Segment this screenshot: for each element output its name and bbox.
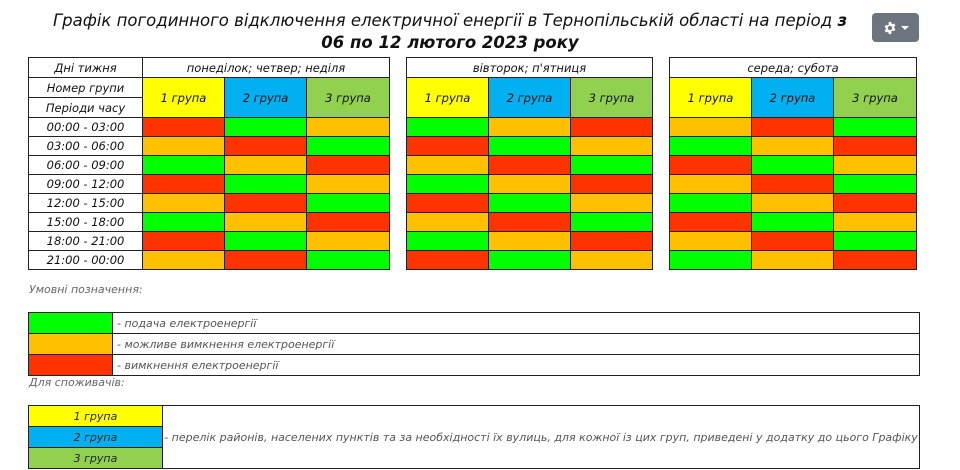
schedule-cell bbox=[489, 232, 571, 251]
group-header: 3 група bbox=[571, 78, 653, 118]
consumers-caption: Для споживачів: bbox=[29, 376, 125, 389]
schedule-cell bbox=[752, 137, 834, 156]
legend-text: - вимкнення електроенергії bbox=[113, 355, 920, 376]
schedule-cell bbox=[571, 194, 653, 213]
day-group-header: понеділок; четвер; неділя bbox=[143, 58, 390, 78]
schedule-cell bbox=[143, 175, 225, 194]
time-period-label: Періоди часу bbox=[29, 98, 143, 118]
legend-swatch bbox=[29, 313, 113, 334]
consumer-group: 3 група bbox=[29, 448, 163, 469]
schedule-cell bbox=[670, 175, 752, 194]
schedule-cell bbox=[143, 232, 225, 251]
time-period: 03:00 - 06:00 bbox=[29, 137, 143, 156]
schedule-cell bbox=[752, 251, 834, 270]
schedule-cell bbox=[307, 118, 390, 137]
schedule-cell bbox=[143, 213, 225, 232]
schedule-cell bbox=[571, 175, 653, 194]
schedule-cell bbox=[670, 156, 752, 175]
schedule-cell bbox=[307, 175, 390, 194]
schedule-cell bbox=[752, 175, 834, 194]
schedule-cell bbox=[407, 175, 489, 194]
schedule-cell bbox=[225, 251, 307, 270]
schedule-cell bbox=[670, 232, 752, 251]
schedule-cell bbox=[143, 194, 225, 213]
schedule-cell bbox=[571, 213, 653, 232]
schedule-cell bbox=[670, 251, 752, 270]
schedule-cell bbox=[307, 232, 390, 251]
schedule-cell bbox=[307, 194, 390, 213]
schedule-cell bbox=[571, 137, 653, 156]
schedule-cell bbox=[225, 175, 307, 194]
schedule-cell bbox=[571, 232, 653, 251]
schedule-cell bbox=[489, 213, 571, 232]
legend-table bbox=[28, 312, 920, 376]
schedule-cell bbox=[143, 156, 225, 175]
group-number-label: Номер групи bbox=[29, 78, 143, 98]
settings-dropdown-button[interactable] bbox=[872, 13, 919, 42]
time-period: 09:00 - 12:00 bbox=[29, 175, 143, 194]
schedule-cell bbox=[407, 213, 489, 232]
schedule-cell bbox=[407, 194, 489, 213]
time-period: 21:00 - 00:00 bbox=[29, 251, 143, 270]
group-header: 3 група bbox=[307, 78, 390, 118]
time-period: 06:00 - 09:00 bbox=[29, 156, 143, 175]
schedule-cell bbox=[407, 156, 489, 175]
schedule-table bbox=[28, 57, 917, 270]
schedule-cell bbox=[834, 251, 917, 270]
page-title bbox=[40, 10, 860, 54]
schedule-cell bbox=[489, 156, 571, 175]
groups-table bbox=[28, 405, 920, 469]
schedule-cell bbox=[489, 137, 571, 156]
schedule-cell bbox=[225, 232, 307, 251]
legend-text: - подача електроенергії bbox=[113, 313, 920, 334]
schedule-cell bbox=[307, 213, 390, 232]
group-header: 1 група bbox=[143, 78, 225, 118]
time-period: 15:00 - 18:00 bbox=[29, 213, 143, 232]
schedule-cell bbox=[571, 156, 653, 175]
schedule-cell bbox=[571, 118, 653, 137]
schedule-cell bbox=[752, 118, 834, 137]
legend-row bbox=[29, 334, 920, 355]
column-gap bbox=[390, 58, 407, 270]
schedule-cell bbox=[307, 156, 390, 175]
schedule-cell bbox=[670, 137, 752, 156]
title-text: Графік погодинного відключення електричної енергії в Тернопільській області на період bbox=[52, 11, 838, 30]
legend-swatch bbox=[29, 355, 113, 376]
group-header: 3 група bbox=[834, 78, 917, 118]
schedule-cell bbox=[670, 194, 752, 213]
days-label: Дні тижня bbox=[29, 58, 143, 78]
time-period: 00:00 - 03:00 bbox=[29, 118, 143, 137]
schedule-cell bbox=[225, 118, 307, 137]
legend-caption: Умовні позначення: bbox=[29, 283, 143, 296]
legend-text: - можливе вимкнення електроенергії bbox=[113, 334, 920, 355]
schedule-cell bbox=[307, 137, 390, 156]
schedule-cell bbox=[143, 137, 225, 156]
schedule-cell bbox=[407, 137, 489, 156]
column-gap bbox=[653, 58, 670, 270]
time-period: 18:00 - 21:00 bbox=[29, 232, 143, 251]
schedule-cell bbox=[489, 118, 571, 137]
schedule-cell bbox=[225, 194, 307, 213]
schedule-cell bbox=[143, 118, 225, 137]
schedule-cell bbox=[670, 213, 752, 232]
schedule-cell bbox=[489, 175, 571, 194]
schedule-cell bbox=[752, 194, 834, 213]
schedule-cell bbox=[834, 118, 917, 137]
group-header: 1 група bbox=[670, 78, 752, 118]
schedule-cell bbox=[834, 137, 917, 156]
schedule-cell bbox=[670, 118, 752, 137]
consumers-note: - перелік районів, населених пунктів та за необхідності їх вулиць, для кожної із цих груп, приведені у додатку до цього Графіку bbox=[163, 406, 920, 469]
schedule-cell bbox=[407, 118, 489, 137]
schedule-cell bbox=[407, 251, 489, 270]
schedule-cell bbox=[307, 251, 390, 270]
schedule-cell bbox=[143, 251, 225, 270]
group-header: 2 група bbox=[489, 78, 571, 118]
group-header: 2 група bbox=[752, 78, 834, 118]
time-period: 12:00 - 15:00 bbox=[29, 194, 143, 213]
schedule-cell bbox=[407, 232, 489, 251]
schedule-cell bbox=[225, 156, 307, 175]
chevron-down-icon bbox=[901, 26, 909, 30]
schedule-cell bbox=[752, 213, 834, 232]
schedule-cell bbox=[225, 137, 307, 156]
consumer-group: 2 група bbox=[29, 427, 163, 448]
group-header: 1 група bbox=[407, 78, 489, 118]
legend-row bbox=[29, 313, 920, 334]
schedule-cell bbox=[834, 175, 917, 194]
schedule-cell bbox=[225, 213, 307, 232]
legend-row bbox=[29, 355, 920, 376]
schedule-cell bbox=[752, 232, 834, 251]
day-group-header: середа; субота bbox=[670, 58, 917, 78]
day-group-header: вівторок; п'ятниця bbox=[407, 58, 653, 78]
schedule-cell bbox=[834, 213, 917, 232]
gear-icon bbox=[883, 21, 897, 35]
schedule-cell bbox=[752, 156, 834, 175]
schedule-cell bbox=[834, 194, 917, 213]
schedule-cell bbox=[489, 251, 571, 270]
schedule-cell bbox=[834, 232, 917, 251]
schedule-cell bbox=[834, 156, 917, 175]
consumer-group: 1 група bbox=[29, 406, 163, 427]
group-header: 2 група bbox=[225, 78, 307, 118]
title-period: з 06 по 12 лютого 2023 року bbox=[321, 11, 848, 52]
schedule-cell bbox=[571, 251, 653, 270]
legend-swatch bbox=[29, 334, 113, 355]
schedule-cell bbox=[489, 194, 571, 213]
